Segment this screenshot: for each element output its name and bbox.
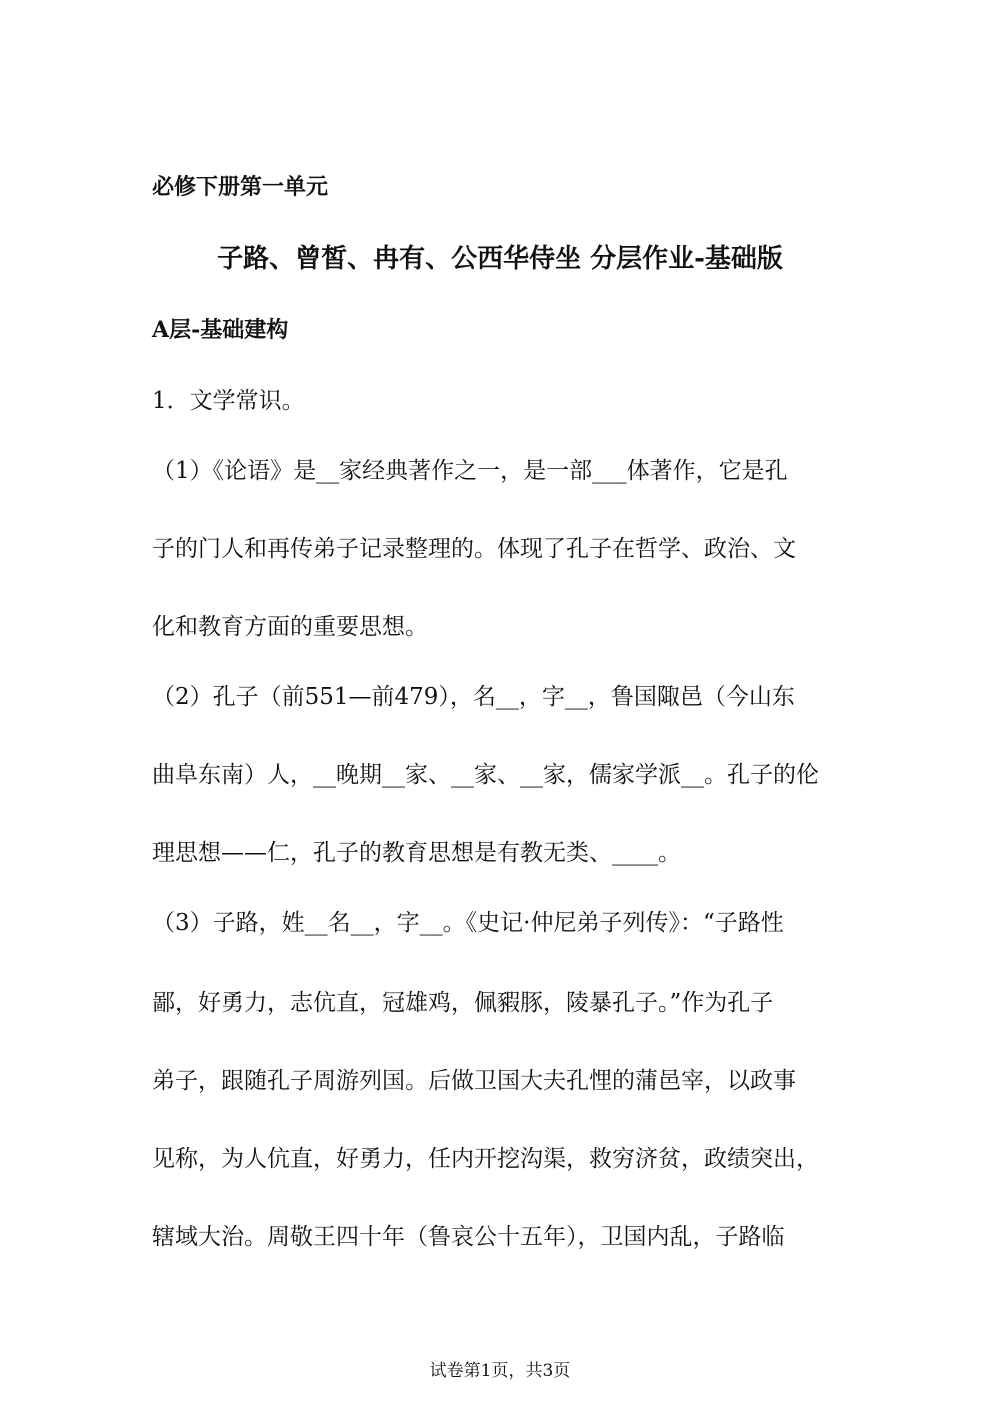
- text-line: 曲阜东南）人，__晚期__家、__家、__家，儒家学派__。孔子的伦: [152, 762, 819, 788]
- text-line: 鄙，好勇力，志伉直，冠雄鸡，佩豭豚，陵暴孔子。”作为孔子: [152, 990, 774, 1016]
- text-line: 辖域大治。周敬王四十年（鲁哀公十五年），卫国内乱，子路临: [152, 1224, 785, 1250]
- text-line: 子的门人和再传弟子记录整理的。体现了孔子在哲学、政治、文: [152, 536, 796, 562]
- text-line: 化和教育方面的重要思想。: [152, 614, 428, 640]
- text-line: （2）孔子（前551—前479），名__，字__，鲁国陬邑（今山东: [152, 684, 795, 710]
- text-line: 见称，为人伉直，好勇力，任内开挖沟渠，救穷济贫，政绩突出，: [152, 1146, 819, 1172]
- text-line: （3）子路，姓__名__，字__。《史记·仲尼弟子列传》：“子路性: [152, 910, 784, 936]
- layer-heading: A层-基础建构: [152, 317, 289, 343]
- document-title: 子路、曾皙、冉有、公西华侍坐 分层作业-基础版: [217, 244, 783, 274]
- question-1: 1．文学常识。: [152, 388, 305, 414]
- unit-heading: 必修下册第一单元: [152, 174, 329, 200]
- page-footer: 试卷第1页，共3页: [429, 1361, 571, 1381]
- text-line: 理思想——仁，孔子的教育思想是有教无类、____。: [152, 840, 681, 866]
- text-line: （1）《论语》是__家经典著作之一，是一部___体著作，它是孔: [152, 458, 788, 484]
- text-line: 弟子，跟随孔子周游列国。后做卫国大夫孔悝的蒲邑宰，以政事: [152, 1068, 796, 1094]
